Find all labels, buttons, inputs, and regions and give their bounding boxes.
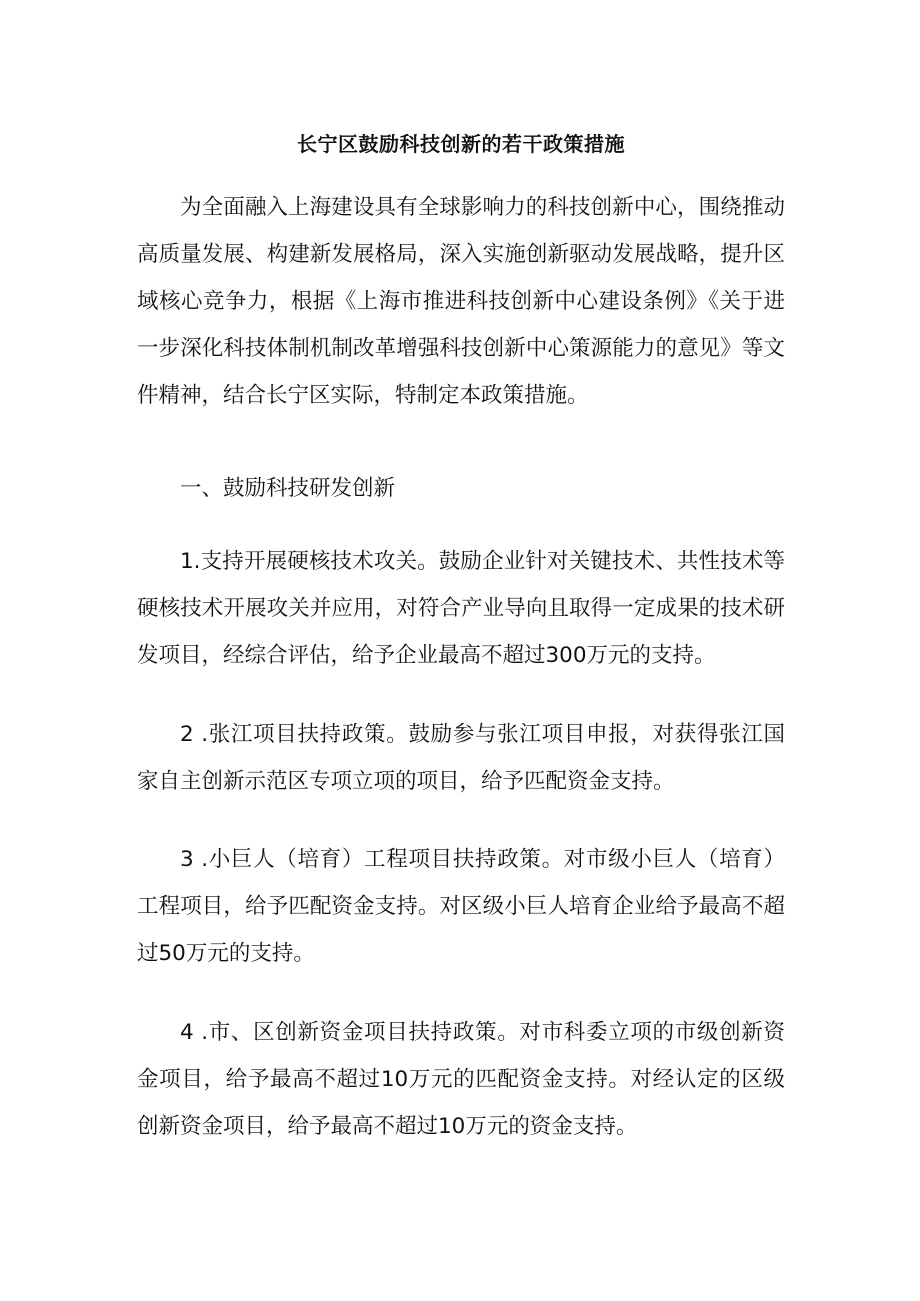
policy-item-1: 1.支持开展硬核技术攻关。鼓励企业针对关键技术、共性技术等硬核技术开展攻关并应用，对符合产业导向且取得一定成果的技术研发项目，经综合评估，给予企业最高不超过300万元的支持。 (137, 549, 785, 668)
policy-item-4: 4 .市、区创新资金项目扶持政策。对市科委立项的市级创新资金项目，给予最高不超过10万元的匹配资金支持。对经认定的区级创新资金项目，给予最高不超过10万元的资金支持。 (137, 1020, 785, 1139)
document-title: 长宁区鼓励科技创新的若干政策措施 (297, 132, 625, 156)
intro-paragraph: 为全面融入上海建设具有全球影响力的科技创新中心，围绕推动高质量发展、构建新发展格局，深入实施创新驱动发展战略，提升区域核心竞争力，根据《上海市推进科技创新中心建设条例》《关于进一步深化科技体制机制改革增强科技创新中心策源能力的意见》等文件精神，结合长宁区实际，特制定本政策措施。 (137, 195, 785, 408)
policy-item-2: 2 .张江项目扶持政策。鼓励参与张江项目申报，对获得张江国家自主创新示范区专项立项的项目，给予匹配资金支持。 (137, 722, 785, 794)
section-heading-1: 一、鼓励科技研发创新 (180, 476, 396, 501)
policy-item-3: 3 .小巨人（培育）工程项目扶持政策。对市级小巨人（培育）工程项目，给予匹配资金支持。对区级小巨人培育企业给予最高不超过50万元的支持。 (137, 847, 785, 966)
